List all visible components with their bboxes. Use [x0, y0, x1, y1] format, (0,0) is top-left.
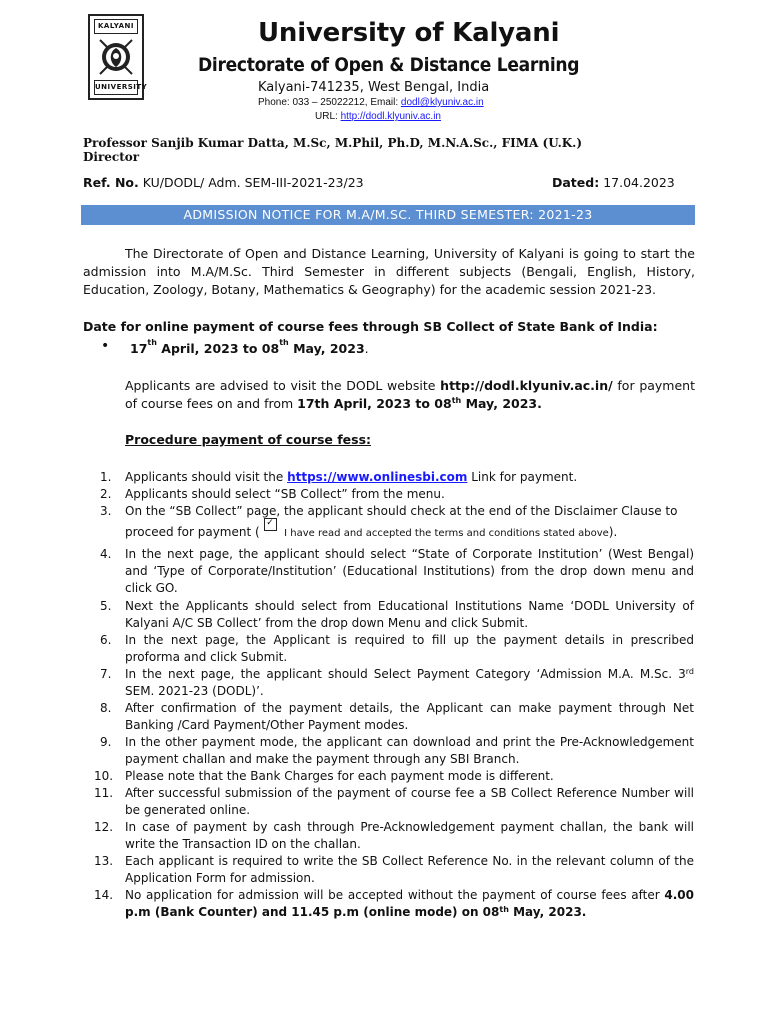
advice-mid: for payment of course fees on and from — [125, 378, 695, 411]
terms-text: I have read and accepted the terms and conditions stated above — [284, 528, 609, 539]
step-7-sup: rd — [685, 667, 694, 676]
step-number: 3. — [100, 504, 112, 518]
date-period: . — [364, 341, 369, 356]
bullet-icon: • — [101, 338, 110, 354]
date-label: Dated: — [552, 175, 600, 190]
step-number: 5. — [100, 599, 112, 613]
step-14-deadline-end: May, 2023. — [508, 905, 587, 919]
advice-pre: Applicants are advised to visit the DODL website — [125, 378, 441, 393]
step-1-post: Link for payment. — [467, 470, 578, 484]
logo-top-text: KALYANI — [94, 19, 138, 34]
step-text — [125, 503, 694, 542]
university-logo — [88, 14, 148, 100]
date-end: May, 2023 — [288, 341, 365, 356]
advice-sup: th — [451, 396, 462, 405]
step-text: After confirmation of the payment details, the Applicant can make payment through Net Banking /Card Payment/Other Payment modes. — [125, 701, 694, 732]
step-text: Next the Applicants should select from Educational Institutions Name ‘DODL University of Kalyani A/C SB Collect’ from the drop down Menu and click Submit. — [125, 599, 694, 630]
step-number: 9. — [100, 735, 112, 749]
director-block — [83, 136, 582, 164]
step-3-line1: On the “SB Collect” page, the applicant should check at the end of the Disclaimer Clause to — [125, 504, 678, 518]
step-text: Please note that the Bank Charges for each payment mode is different. — [125, 769, 554, 783]
step-number: 7. — [100, 667, 112, 681]
date-end-sup: th — [279, 338, 289, 347]
directorate-title: Directorate of Open & Distance Learning — [198, 54, 580, 76]
contact-line — [258, 97, 484, 108]
step-number: 6. — [100, 633, 112, 647]
onlinesbi-link[interactable]: https://www.onlinesbi.com — [287, 470, 468, 484]
step-text: In the next page, the applicant should select “State of Corporate Institution’ (West Bengal) and ‘Type of Corporate/Institution’ (Educational Institutions) from the drop down menu and click GO. — [125, 547, 694, 595]
advice-website: http://dodl.klyuniv.ac.in/ — [440, 378, 613, 393]
step-number: 12. — [94, 820, 114, 834]
date-start-sup: th — [147, 338, 157, 347]
step-number: 2. — [100, 487, 112, 501]
payment-dates — [130, 338, 369, 356]
director-title: Director — [83, 150, 140, 164]
reference-number — [83, 175, 364, 190]
step-text: In the other payment mode, the applicant can download and print the Pre-Acknowledgement payment challan and make the payment through any SBI Branch. — [125, 735, 694, 766]
logo-bottom-text: UNIVERSITY — [94, 80, 138, 95]
step-number: 1. — [100, 470, 112, 484]
step-number: 14. — [94, 888, 114, 902]
email-link[interactable]: dodl@klyuniv.ac.in — [400, 97, 484, 108]
url-label: URL: — [315, 111, 341, 122]
step-number: 13. — [94, 854, 114, 868]
notice-date — [552, 175, 675, 190]
step-3-post: ). — [608, 525, 618, 539]
step-text: Each applicant is required to write the SB Collect Reference No. in the relevant column of the Application Form for admission. — [125, 854, 694, 885]
step-text: In case of payment by cash through Pre-Acknowledgement payment challan, the bank will write the Transaction ID on the challan. — [125, 820, 694, 851]
step-3-pre: proceed for payment ( — [125, 525, 264, 539]
website-link[interactable]: http://dodl.klyuniv.ac.in — [340, 111, 441, 122]
notice-title-banner: ADMISSION NOTICE FOR M.A/M.SC. THIRD SEMESTER: 2021-23 — [81, 205, 695, 225]
step-14-sup: th — [499, 905, 509, 914]
step-1-pre: Applicants should visit the — [125, 470, 288, 484]
advice-dates-end: May, 2023. — [461, 396, 542, 411]
step-7-post: SEM. 2021-23 (DODL)’. — [125, 684, 264, 698]
emblem-icon — [94, 36, 138, 78]
ref-value: KU/DODL/ Adm. SEM-III-2021-23/23 — [138, 175, 364, 190]
step-14-pre: No application for admission will be accepted without the payment of course fees after — [125, 888, 665, 902]
step-7-pre: In the next page, the applicant should Select Payment Category ‘Admission M.A. M.Sc. 3 — [125, 667, 686, 681]
university-title: University of Kalyani — [258, 18, 560, 48]
step-number: 11. — [94, 786, 114, 800]
director-name: Professor Sanjib Kumar Datta, M.Sc, M.Phil, Ph.D, M.N.A.Sc., FIMA (U.K.) — [83, 136, 583, 150]
step-text: Applicants should select “SB Collect” from the menu. — [125, 487, 445, 501]
step-text — [125, 666, 694, 700]
phone-text: Phone: 033 – 25022212, Email: — [258, 97, 401, 108]
step-number: 4. — [100, 547, 112, 561]
ref-label: Ref. No. — [83, 175, 139, 190]
step-text: In the next page, the Applicant is required to fill up the payment details in prescribed proforma and click Submit. — [125, 633, 694, 664]
advice-paragraph — [125, 377, 695, 413]
date-start-day: 17 — [130, 341, 148, 356]
intro-paragraph: The Directorate of Open and Distance Learning, University of Kalyani is going to start the admission into M.A/M.Sc. Third Semester in different subjects (Bengali, English, History, Education, Zoology, Botany, Mathematics & Geography) for the academic session 2021-23. — [83, 246, 695, 297]
advice-dates: 17th April, 2023 to 08 — [297, 396, 452, 411]
step-text — [125, 887, 694, 921]
date-value: 17.04.2023 — [599, 175, 675, 190]
step-number: 10. — [94, 769, 114, 783]
step-number: 8. — [100, 701, 112, 715]
payment-heading: Date for online payment of course fees through SB Collect of State Bank of India: — [83, 319, 658, 334]
step-text: After successful submission of the payment of course fee a SB Collect Reference Number will be generated online. — [125, 786, 694, 817]
date-middle: April, 2023 to 08 — [156, 341, 280, 356]
address: Kalyani-741235, West Bengal, India — [258, 80, 490, 95]
step-text — [125, 469, 694, 486]
url-line — [315, 111, 441, 122]
step-14-deadline: 4.00 p.m (Bank Counter) and 11.45 p.m (online mode) on 08 — [125, 888, 694, 919]
checkbox-icon: ✓ — [264, 518, 277, 531]
procedure-heading: Procedure payment of course fess: — [125, 432, 372, 447]
